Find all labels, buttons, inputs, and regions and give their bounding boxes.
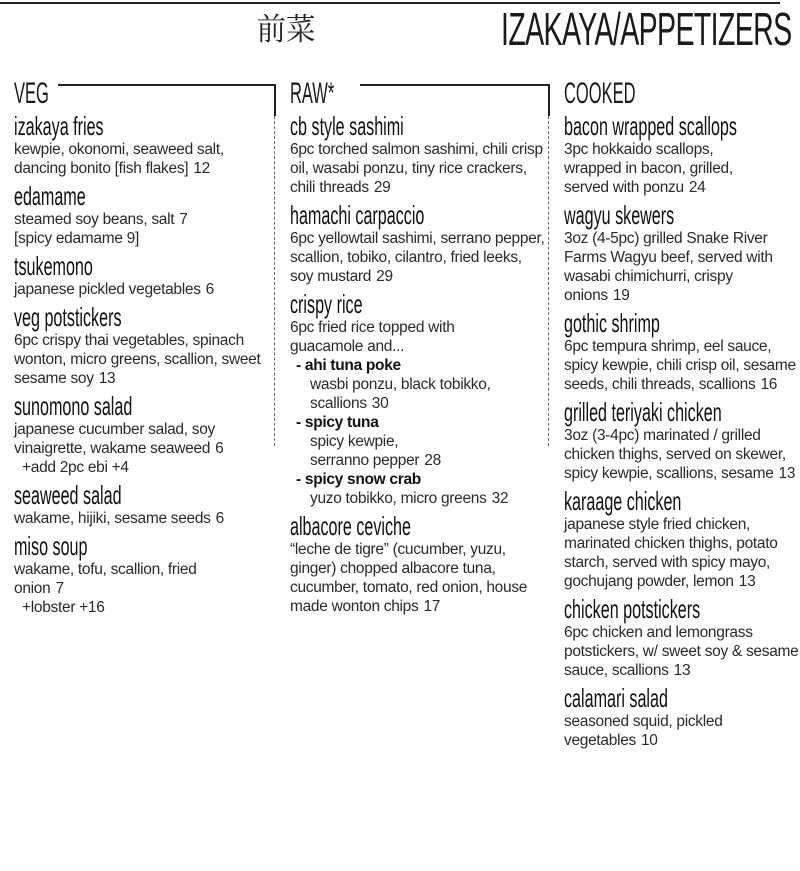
item-name: karaage chicken — [564, 486, 682, 516]
option-description: yuzo tobikko, micro greens — [310, 490, 487, 507]
section-raw — [290, 76, 545, 620]
item-name: crispy rice — [290, 289, 363, 319]
menu-item — [14, 182, 264, 248]
menu-option — [290, 413, 545, 470]
raw-column-divider — [548, 116, 549, 446]
item-name: edamame — [14, 181, 86, 211]
menu-item — [290, 290, 545, 508]
item-name: calamari salad — [564, 683, 668, 713]
item-description: 6pc fried rice topped with guacamole and... — [290, 319, 455, 355]
section-cooked — [564, 76, 800, 754]
item-price: 24 — [688, 179, 706, 196]
item-price: 7 — [179, 211, 188, 228]
item-price: 29 — [376, 268, 393, 285]
item-description: japanese pickled vegetables — [14, 281, 201, 298]
item-name: albacore ceviche — [290, 511, 411, 541]
page-title — [255, 3, 792, 55]
menu-item — [14, 303, 264, 388]
menu-item — [564, 398, 800, 483]
item-description: kewpie, okonomi, seaweed salt, dancing bonito [fish flakes] — [14, 141, 224, 177]
item-description: 3oz (3-4pc) marinated / grilled chicken thighs, served on skewer, spicy kewpie, scallions, sesame — [564, 427, 786, 482]
item-description: “leche de tigre” (cucumber, yuzu, ginger) chopped albacore tuna, cucumber, tomato, red onion, house made wonton chips — [290, 541, 528, 615]
item-name: izakaya fries — [14, 111, 104, 141]
item-price: 29 — [373, 179, 391, 196]
menu-item — [564, 487, 800, 591]
item-price: 19 — [612, 287, 630, 304]
item-description: 6pc tempura shrimp, eel sauce, spicy kewpie, chili crisp oil, sesame seeds, chili threads, scallions — [564, 338, 796, 393]
item-description: japanese style fried chicken, marinated chicken thighs, potato starch, served with spicy mayo, gochujang powder, lemon — [564, 516, 778, 590]
option-description: wasbi ponzu, black tobikko, scallions — [310, 376, 491, 412]
item-price: 6 — [215, 510, 224, 527]
item-name: seaweed salad — [14, 480, 122, 510]
section-veg — [14, 76, 264, 621]
item-name: grilled teriyaki chicken — [564, 397, 722, 427]
item-name: miso soup — [14, 531, 88, 561]
item-name: hamachi carpaccio — [290, 200, 425, 230]
menu-item — [564, 684, 800, 750]
item-price: 13 — [98, 370, 116, 387]
item-description: steamed soy beans, salt — [14, 211, 175, 228]
item-name: tsukemono — [14, 251, 93, 281]
option-name: - spicy snow crab — [296, 471, 421, 488]
item-name: sunomono salad — [14, 391, 133, 421]
menu-item — [564, 201, 800, 305]
item-addon: +add 2pc ebi +4 — [22, 459, 129, 476]
item-description: wakame, hijiki, sesame seeds — [14, 510, 211, 527]
item-description: japanese cucumber salad, soy vinaigrette, wakame seaweed — [14, 421, 215, 457]
item-price: 13 — [738, 573, 756, 590]
menu-option — [290, 470, 545, 508]
menu-item — [564, 309, 800, 394]
item-price: 17 — [423, 598, 441, 615]
menu-item — [14, 481, 264, 528]
item-price: 6 — [215, 440, 224, 457]
title-text: IZAKAYA/APPETIZERS — [501, 3, 792, 55]
section-heading-cooked: COOKED — [564, 77, 636, 110]
menu-item — [290, 512, 545, 616]
item-name: chicken potstickers — [564, 594, 701, 624]
option-price: 28 — [424, 452, 441, 469]
item-price: 10 — [640, 732, 658, 749]
item-price: 12 — [193, 160, 210, 177]
item-name: bacon wrapped scallops — [564, 111, 737, 141]
menu-item — [564, 595, 800, 680]
menu-item — [14, 392, 264, 477]
menu-item — [564, 112, 800, 197]
item-description: 6pc crispy thai vegetables, spinach wonton, micro greens, scallion, sweet sesame soy — [14, 332, 261, 387]
section-heading-raw: RAW* — [290, 77, 335, 110]
item-description: seasoned squid, pickled vegetables — [564, 713, 723, 749]
option-name: - spicy tuna — [296, 414, 379, 431]
item-description: 6pc yellowtail sashimi, serrano pepper, scallion, tobiko, cilantro, fried leeks, soy mustard — [290, 230, 545, 285]
item-price: 13 — [673, 662, 691, 679]
option-description: spicy kewpie, serranno pepper — [310, 433, 420, 469]
option-price: 32 — [491, 490, 509, 507]
item-name: cb style sashimi — [290, 111, 404, 141]
item-description: 3pc hokkaido scallops, wrapped in bacon, grilled, served with ponzu — [564, 141, 733, 196]
item-addon: +lobster +16 — [22, 599, 105, 616]
item-variant: [spicy edamame 9] — [14, 230, 139, 247]
item-name: wagyu skewers — [564, 200, 675, 230]
item-description: 6pc chicken and lemongrass potstickers, w/ sweet soy & sesame sauce, scallions — [564, 624, 799, 679]
item-description: wakame, tofu, scallion, fried onion — [14, 561, 197, 597]
item-price: 6 — [205, 281, 214, 298]
menu-item — [290, 201, 545, 286]
section-heading-veg: VEG — [14, 77, 49, 110]
item-name: gothic shrimp — [564, 308, 660, 338]
menu-item — [290, 112, 545, 197]
item-price: 7 — [55, 580, 64, 597]
item-name: veg potstickers — [14, 302, 122, 332]
menu-option — [290, 356, 545, 413]
item-description: 6pc torched salmon sashimi, chili crisp oil, wasabi ponzu, tiny rice crackers, chili threads — [290, 141, 543, 196]
option-name: - ahi tuna poke — [296, 357, 401, 374]
item-price: 16 — [760, 376, 778, 393]
menu-item — [14, 532, 264, 617]
menu-item — [14, 252, 264, 299]
option-price: 30 — [371, 395, 389, 412]
veg-column-divider — [274, 116, 275, 446]
menu-item — [14, 112, 264, 178]
title-kanji: 前菜 — [257, 12, 316, 48]
item-description: 3oz (4-5pc) grilled Snake River Farms Wagyu beef, served with wasabi chimichurri, crispy onions — [564, 230, 773, 304]
item-price: 13 — [778, 465, 796, 482]
